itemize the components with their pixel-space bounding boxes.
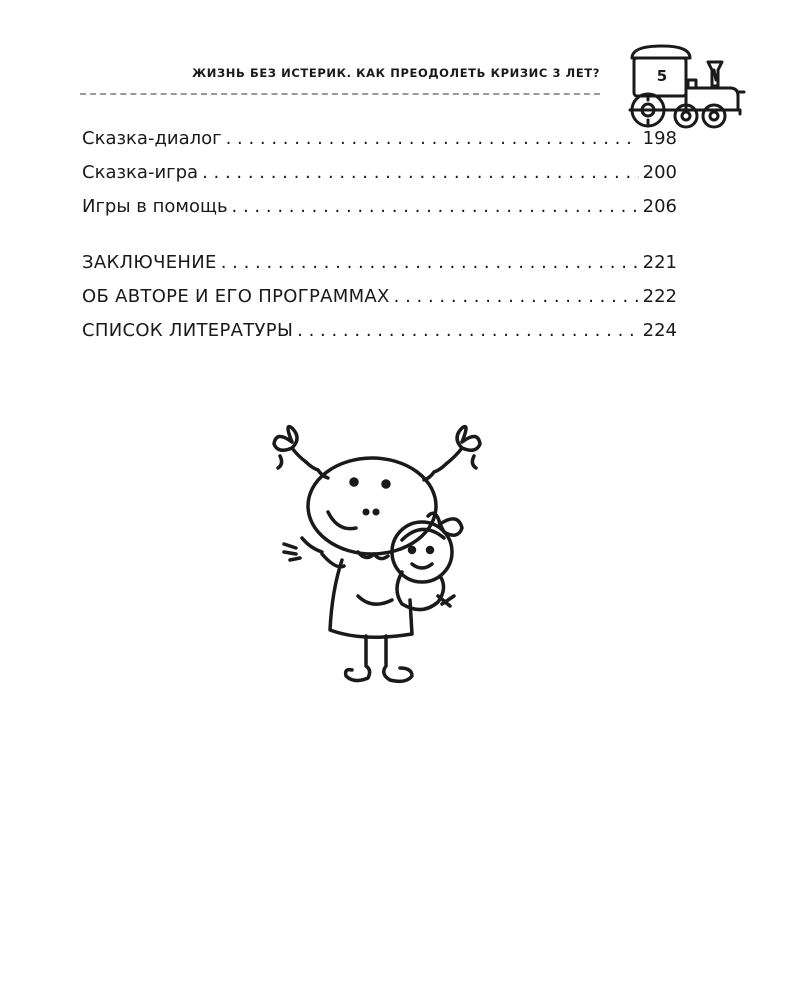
girl-with-doll-drawing [262,420,502,690]
toc-entry-page: 222 [642,286,677,307]
toc-entry-title: Игры в помощь [82,196,228,217]
toc-entry-title: ОБ АВТОРЕ И ЕГО ПРОГРАММАХ [82,286,390,307]
toc-leader-dots [297,320,638,341]
toc-subsections [82,128,677,230]
header-dashed-rule [80,93,600,95]
toc-leader-dots [226,128,639,149]
toc-entry-title: Сказка-диалог [82,128,222,149]
page-number: 5 [656,67,668,85]
toc-entry [82,320,677,354]
toc-entry-page: 221 [642,252,677,273]
toc-chapters [82,252,677,354]
toc-entry [82,128,677,162]
toc-entry [82,162,677,196]
toc-entry-page: 200 [642,162,677,183]
toc-entry [82,286,677,320]
toc-leader-dots [394,286,639,307]
train-icon [622,40,746,132]
toc-entry-page: 224 [642,320,677,341]
toc-leader-dots [202,162,639,183]
toc-entry-page: 198 [642,128,677,149]
toc-leader-dots [232,196,639,217]
toc-entry-title: СПИСОК ЛИТЕРАТУРЫ [82,320,294,341]
toc-entry [82,196,677,230]
toc-entry-page: 206 [642,196,677,217]
toc-entry [82,252,677,286]
toc-leader-dots [221,252,639,273]
running-head: ЖИЗНЬ БЕЗ ИСТЕРИК. КАК ПРЕОДОЛЕТЬ КРИЗИС 3 ЛЕТ? [192,66,600,80]
toc-entry-title: Сказка-игра [82,162,199,183]
toc-entry-title: ЗАКЛЮЧЕНИЕ [82,252,217,273]
